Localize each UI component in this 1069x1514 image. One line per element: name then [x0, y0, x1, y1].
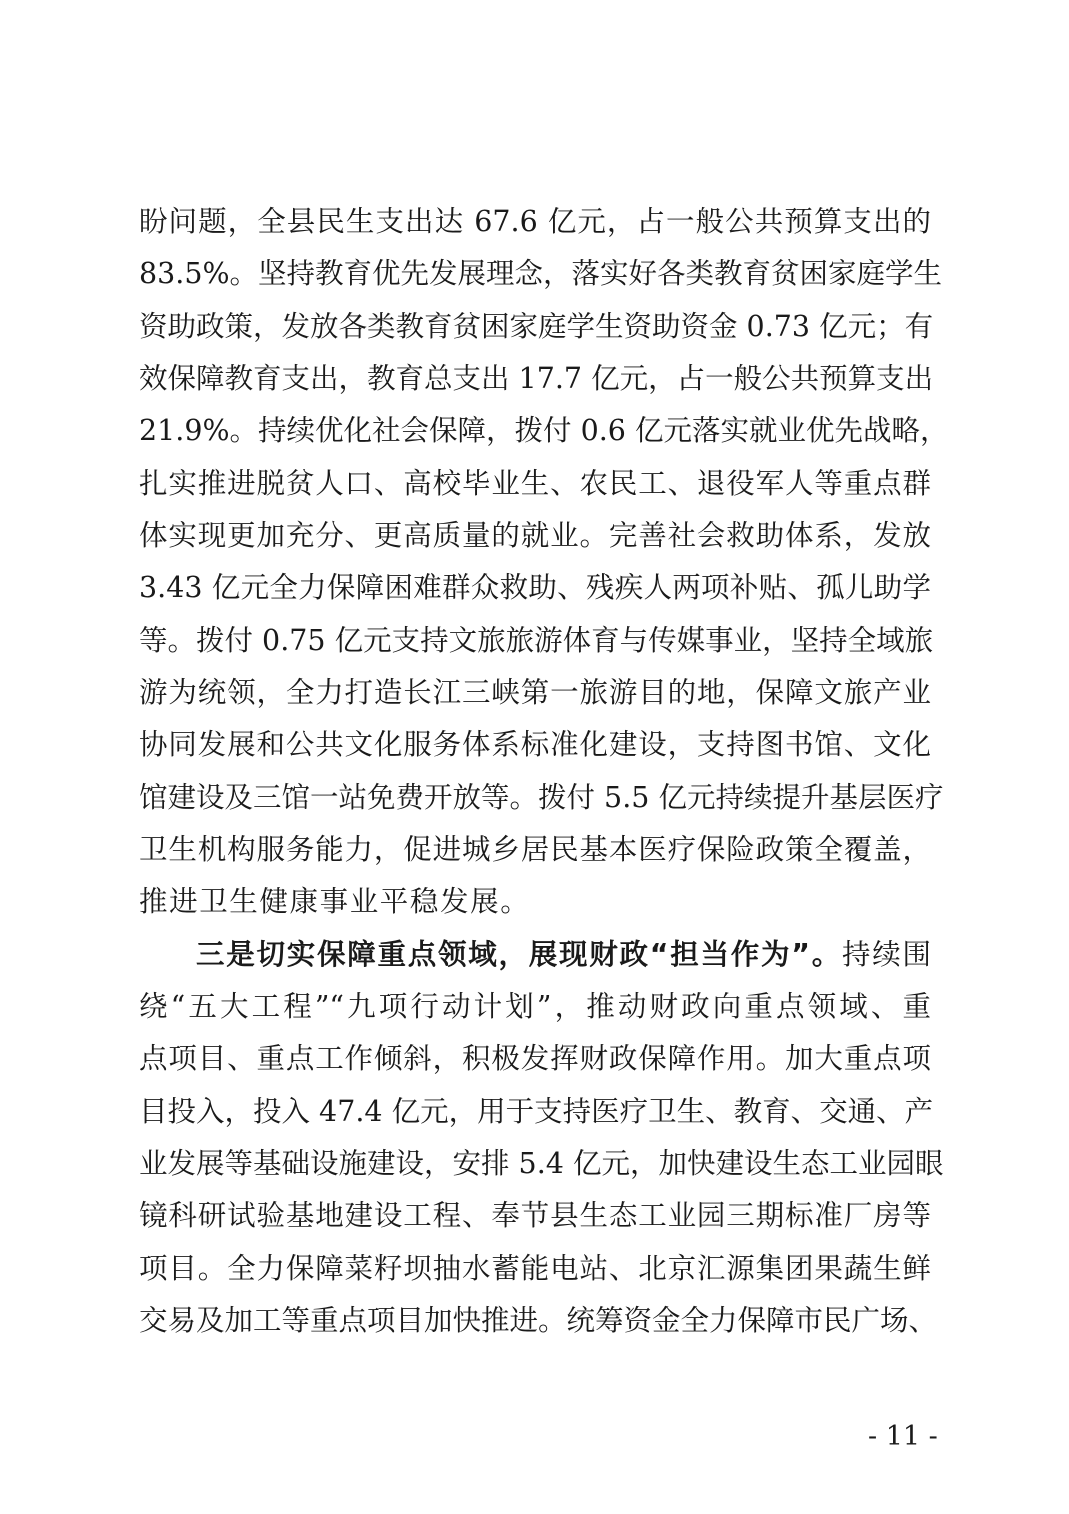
text-line: 交易及加工等重点项目加快推进。统筹资金全力保障市民广场、: [139, 1304, 938, 1337]
paragraph-lead-line: [196, 932, 931, 978]
text-line: 镜科研试验基地建设工程、奉节县生态工业园三期标准厂房等: [139, 1199, 931, 1232]
text-line: 盼问题，全县民生支出达 67.6 亿元，占一般公共预算支出的: [139, 205, 931, 238]
paragraph-lead-text: 持续围: [841, 938, 931, 971]
text-line: 点项目、重点工作倾斜，积极发挥财政保障作用。加大重点项: [139, 1042, 931, 1075]
text-line: 扎实推进脱贫人口、高校毕业生、农民工、退役军人等重点群: [139, 467, 931, 500]
page-number: - 11 -: [868, 1421, 938, 1452]
text-line: 83.5%。坚持教育优先发展理念，落实好各类教育贫困家庭学生: [139, 257, 943, 290]
text-line: 馆建设及三馆一站免费开放等。拨付 5.5 亿元持续提升基层医疗: [139, 781, 944, 814]
text-line: 推进卫生健康事业平稳发展。: [139, 885, 531, 918]
text-line: 体实现更加充分、更高质量的就业。完善社会救助体系，发放: [139, 519, 931, 552]
text-line: 协同发展和公共文化服务体系标准化建设，支持图书馆、文化: [139, 728, 931, 761]
paragraph-heading: 三是切实保障重点领域，展现财政“担当作为”。: [196, 938, 842, 971]
text-line: 业发展等基础设施建设，安排 5.4 亿元，加快建设生态工业园眼: [139, 1147, 944, 1180]
text-line: 资助政策，发放各类教育贫困家庭学生资助资金 0.73 亿元；有: [139, 310, 934, 343]
text-line: 21.9%。持续优化社会保障，拨付 0.6 亿元落实就业优先战略，: [139, 414, 949, 447]
text-line: 绕“五大工程”“九项行动计划”，推动财政向重点领域、重: [139, 990, 931, 1023]
text-line: 3.43 亿元全力保障困难群众救助、残疾人两项补贴、孤儿助学: [139, 571, 931, 604]
text-line: 卫生机构服务能力，促进城乡居民基本医疗保险政策全覆盖，: [139, 833, 931, 866]
text-line: 项目。全力保障菜籽坝抽水蓄能电站、北京汇源集团果蔬生鲜: [139, 1252, 931, 1285]
text-line: 效保障教育支出，教育总支出 17.7 亿元，占一般公共预算支出: [139, 362, 934, 395]
text-line: 等。拨付 0.75 亿元支持文旅旅游体育与传媒事业，坚持全域旅: [139, 624, 934, 657]
text-line: 游为统领，全力打造长江三峡第一旅游目的地，保障文旅产业: [139, 676, 931, 709]
text-line: 目投入，投入 47.4 亿元，用于支持医疗卫生、教育、交通、产: [139, 1095, 934, 1128]
